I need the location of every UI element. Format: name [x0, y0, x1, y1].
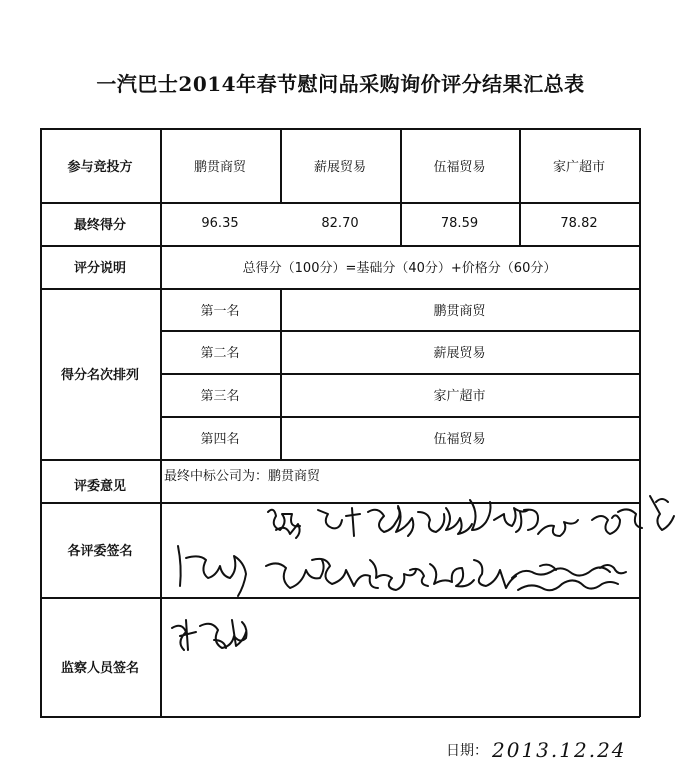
rank-1-name: 鹏贯商贸	[433, 303, 486, 319]
header-label: 参与竞投方	[67, 159, 133, 175]
rank-3-name: 家广超市	[433, 389, 486, 404]
judges-signature-area	[160, 502, 639, 597]
score-3: 78.59	[440, 216, 479, 231]
document-title: 一汽巴士2014年春节慰问品采购询价评分结果汇总表	[96, 72, 585, 96]
date-label: 日期：	[446, 743, 488, 759]
opinion-label: 评委意见	[73, 479, 126, 494]
date-value: 2013.12.24	[492, 738, 627, 762]
bidder-4: 家广超市	[552, 159, 605, 175]
supervisor-signature-area	[160, 597, 639, 716]
rank-1-label: 第一名	[200, 303, 240, 319]
bidder-1: 鹏贯商贸	[193, 159, 246, 175]
explain-label: 评分说明	[73, 261, 126, 276]
supervisor-label: 监察人员签名	[60, 661, 139, 676]
rank-2-name: 薪展贸易	[433, 346, 486, 361]
score-4: 78.82	[560, 216, 598, 231]
rank-4-label: 第四名	[200, 432, 240, 447]
bidder-2: 薪展贸易	[313, 159, 366, 175]
score-1: 96.35	[201, 216, 239, 231]
rank-4-name: 伍福贸易	[433, 432, 486, 447]
explain-text: 总得分（100分）=基础分（40分）+价格分（60分）	[242, 261, 557, 276]
score-2: 82.70	[321, 216, 359, 231]
ranking-label: 得分名次排列	[60, 368, 139, 383]
bidder-3: 伍福贸易	[433, 159, 486, 175]
judges-label: 各评委签名	[67, 544, 133, 559]
rank-3-label: 第三名	[200, 389, 240, 404]
rank-2-label: 第二名	[200, 346, 240, 361]
opinion-text: 最终中标公司为：鹏贯商贸	[164, 469, 321, 484]
score-label: 最终得分	[73, 218, 126, 233]
date-line	[446, 736, 627, 764]
